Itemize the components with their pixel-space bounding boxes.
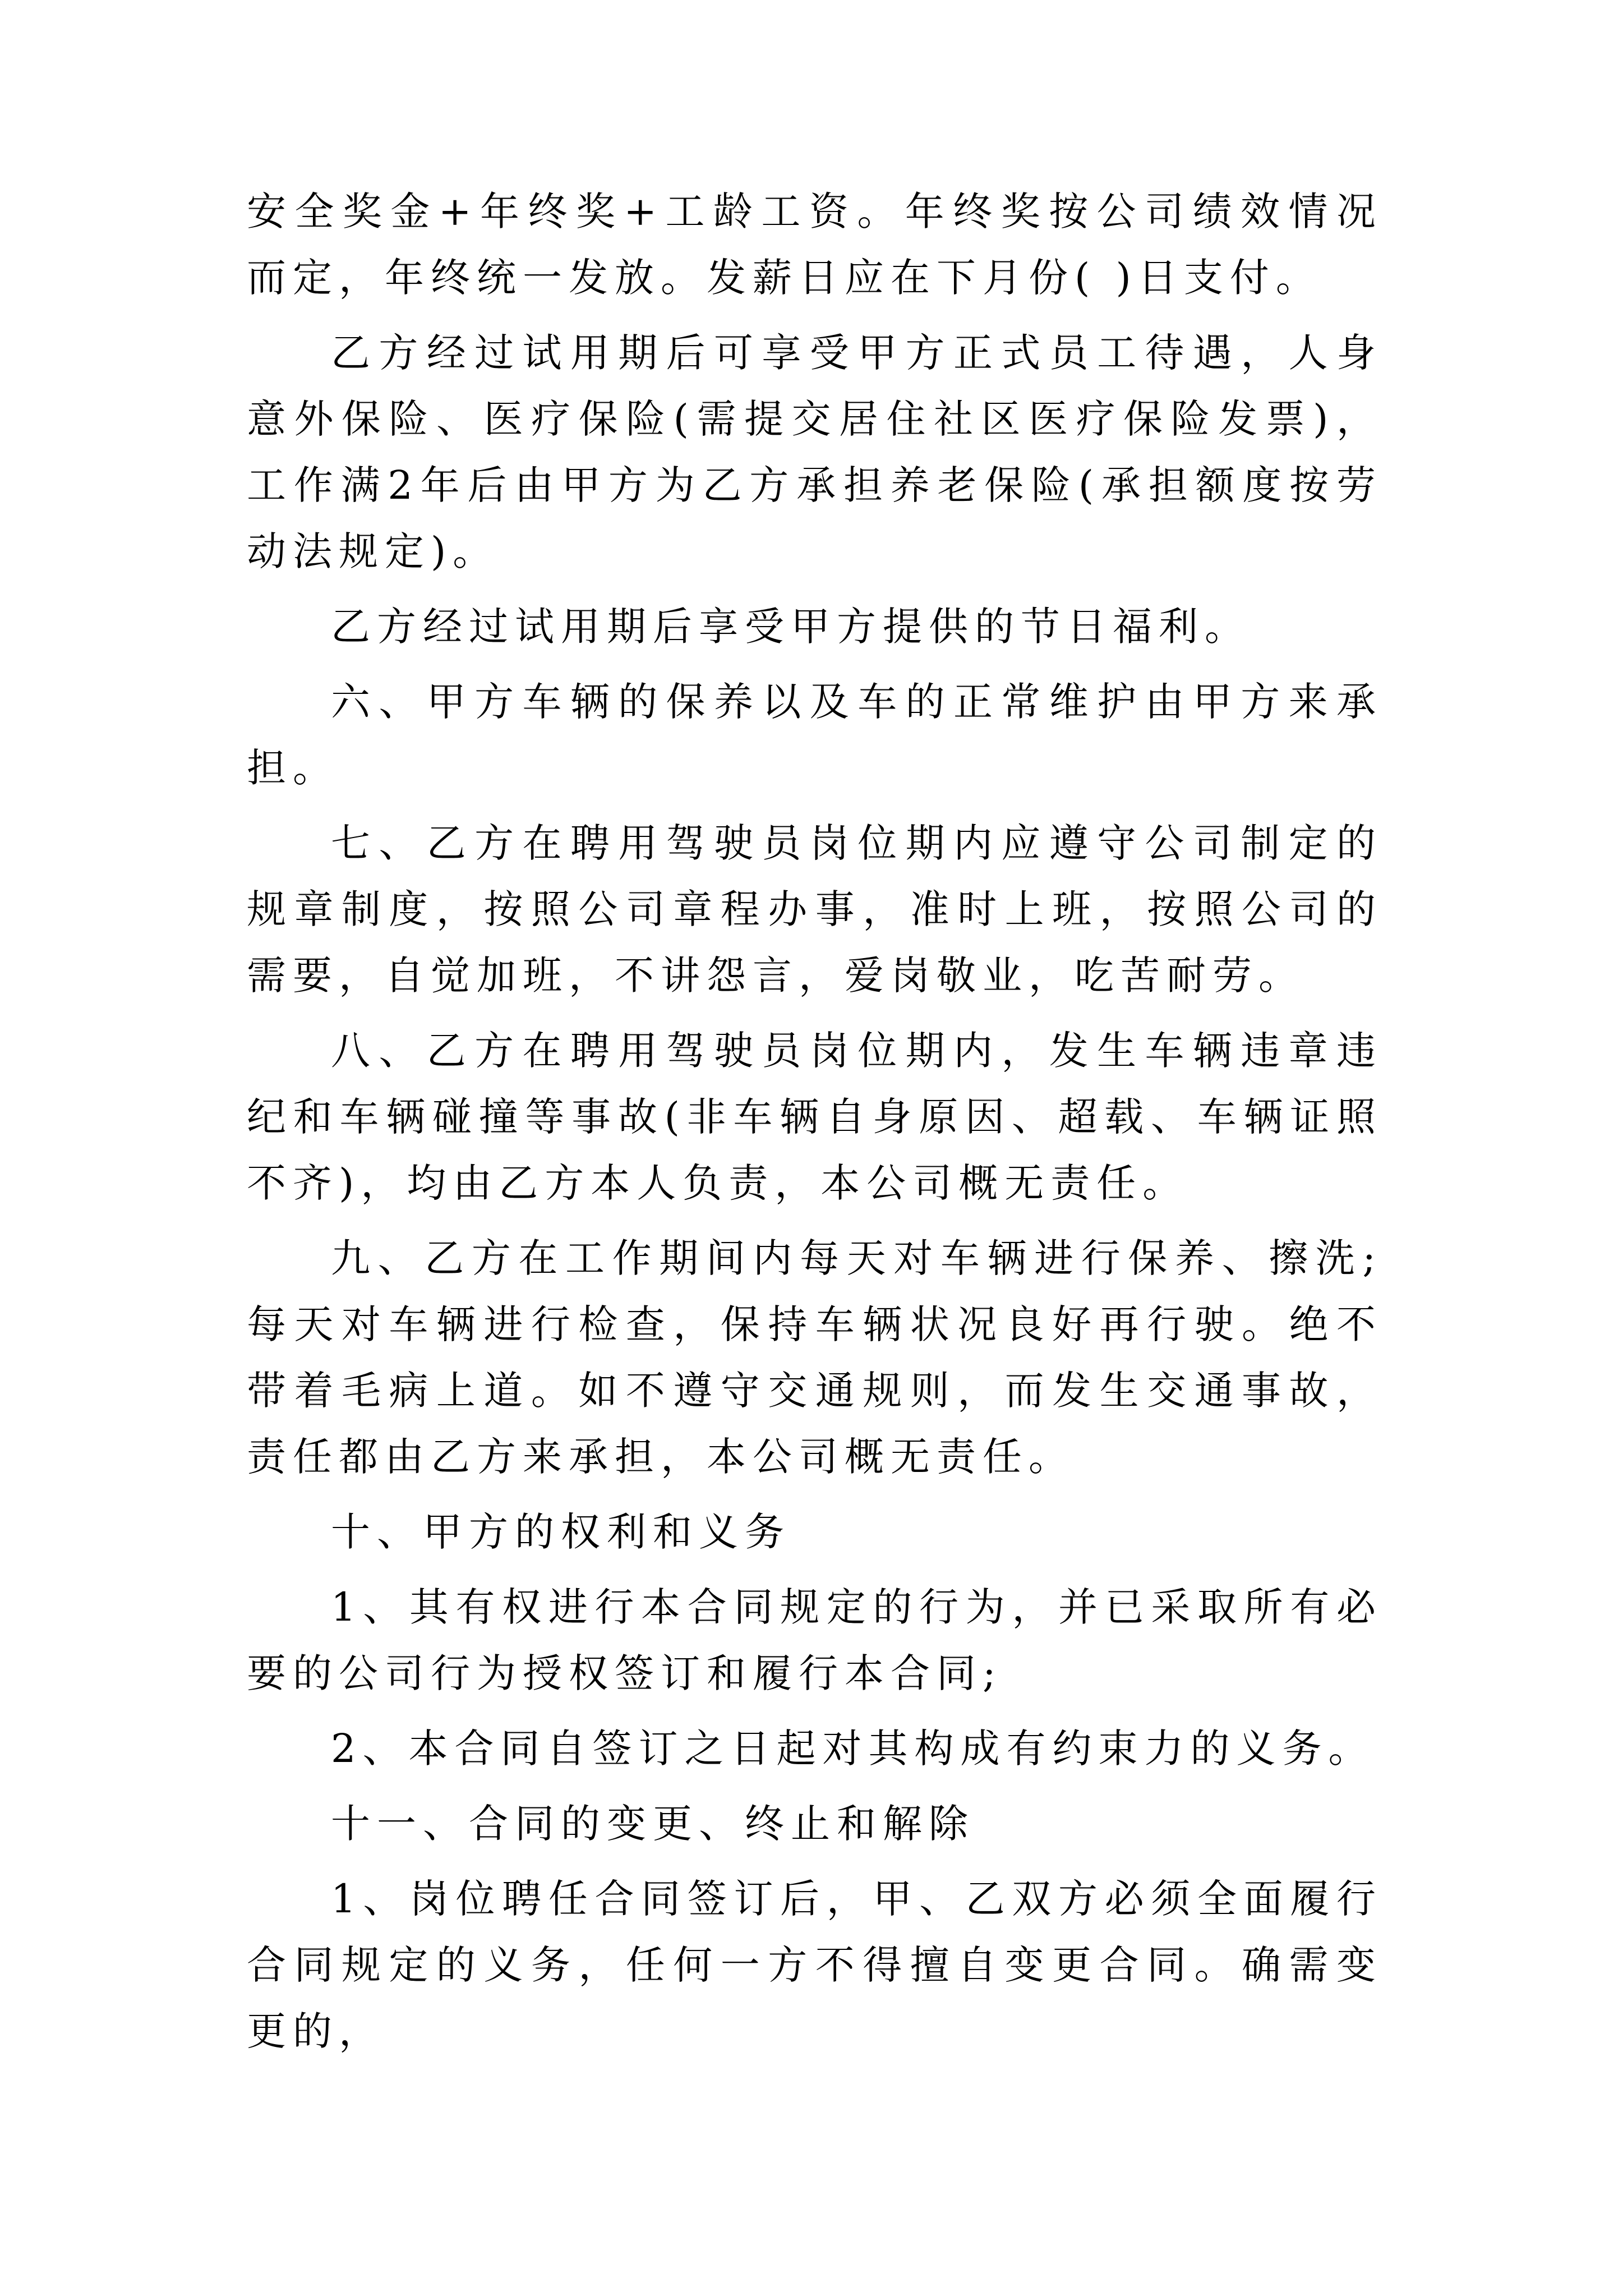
paragraph-benefits-insurance: 乙方经过试用期后可享受甲方正式员工待遇，人身意外保险、医疗保险(需提交居住社区医疗保险发票)，工作满2年后由甲方为乙方承担养老保险(承担额度按劳动法规定)。	[247, 330, 1382, 574]
paragraph-clause-7: 七、乙方在聘用驾驶员岗位期内应遵守公司制定的规章制度，按照公司章程办事，准时上班，按照公司的需要，自觉加班，不讲怨言，爱岗敬业，吃苦耐劳。	[247, 820, 1382, 999]
heading-clause-11: 十一、合同的变更、终止和解除	[331, 1801, 975, 1847]
paragraph-holiday-benefits: 乙方经过试用期后享受甲方提供的节日福利。	[331, 604, 1251, 650]
paragraph-salary: 安全奖金+年终奖+工龄工资。年终奖按公司绩效情况而定，年终统一发放。发薪日应在下月份( )日支付。	[247, 188, 1382, 301]
heading-clause-10: 十、甲方的权利和义务	[331, 1509, 791, 1555]
paragraph-clause-6: 六、甲方车辆的保养以及车的正常维护由甲方来承担。	[247, 679, 1382, 791]
paragraph-clause-10-item-1: 1、其有权进行本合同规定的行为，并已采取所有必要的公司行为授权签订和履行本合同;	[247, 1584, 1382, 1696]
paragraph-clause-9: 九、乙方在工作期间内每天对车辆进行保养、擦洗;每天对车辆进行检查，保持车辆状况良好再行驶。绝不带着毛病上道。如不遵守交通规则，而发生交通事故，责任都由乙方来承担，本公司概无责任。	[247, 1235, 1382, 1480]
paragraph-clause-10-item-2: 2、本合同自签订之日起对其构成有约束力的义务。	[331, 1726, 1375, 1772]
paragraph-clause-11-item-1: 1、岗位聘任合同签订后，甲、乙双方必须全面履行合同规定的义务，任何一方不得擅自变更合同。确需变更的，	[247, 1876, 1382, 2054]
paragraph-clause-8: 八、乙方在聘用驾驶员岗位期内，发生车辆违章违纪和车辆碰撞等事故(非车辆自身原因、超载、车辆证照不齐)，均由乙方本人负责，本公司概无责任。	[247, 1028, 1382, 1206]
document-body	[247, 178, 1382, 2073]
